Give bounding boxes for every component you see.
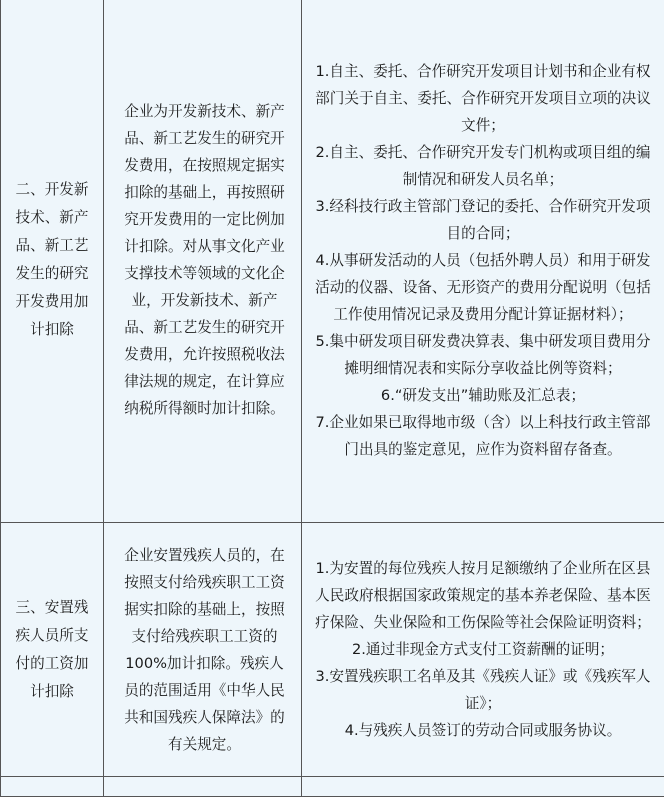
document-item: 2.通过非现金方式支付工资薪酬的证明；: [314, 636, 652, 663]
document-item: 3.安置残疾职工名单及其《残疾人证》或《残疾军人证》；: [314, 663, 652, 717]
table-row: [1, 0, 664, 523]
description-cell: [104, 523, 302, 777]
documents-cell: [302, 523, 664, 777]
description-text: 企业安置残疾人员的，在按照支付给残疾职工工资据实扣除的基础上，按照支付给残疾职工工资的100%加计扣除。残疾人员的范围适用《中华人民共和国残疾人保障法》的有关规定。: [122, 542, 287, 758]
empty-cell: [302, 777, 664, 797]
table-row-partial: [1, 777, 664, 797]
category-cell: [1, 0, 104, 523]
document-item: 3.经科技行政主管部门登记的委托、合作研究开发项目的合同；: [314, 193, 652, 247]
document-item: 1.自主、委托、合作研究开发项目计划书和企业有权部门关于自主、委托、合作研究开发项目立项的决议文件；: [314, 58, 652, 139]
documents-cell: [302, 0, 664, 523]
category-cell: [1, 523, 104, 777]
document-item: 1.为安置的每位残疾人按月足额缴纳了企业所在区县人民政府根据国家政策规定的基本养老保险、基本医疗保险、失业保险和工伤保险等社会保险证明资料；: [314, 555, 652, 636]
table-row: [1, 523, 664, 777]
description-cell: [104, 0, 302, 523]
category-text: 三、安置残疾人员所支付的工资加计扣除: [11, 594, 93, 706]
document-item: 4.从事研发活动的人员（包括外聘人员）和用于研发活动的仪器、设备、无形资产的费用分配说明（包括工作使用情况记录及费用分配计算证据材料）；: [314, 247, 652, 328]
category-text: 二、开发新技术、新产品、新工艺发生的研究开发费用加计扣除: [11, 176, 93, 344]
document-item: 5.集中研发项目研发费决算表、集中研发项目费用分摊明细情况表和实际分享收益比例等资料；: [314, 328, 652, 382]
empty-cell: [1, 777, 104, 797]
document-item: 4.与残疾人员签订的劳动合同或服务协议。: [314, 717, 652, 744]
document-item: 2.自主、委托、合作研究开发专门机构或项目组的编制情况和研发人员名单；: [314, 139, 652, 193]
empty-cell: [104, 777, 302, 797]
document-item: 6.“研发支出”辅助账及汇总表；: [314, 382, 652, 409]
description-text: 企业为开发新技术、新产品、新工艺发生的研究开发费用，在按照规定据实扣除的基础上，再按照研究开发费用的一定比例加计扣除。对从事文化产业支撑技术等领域的文化企业，开发新技术、新产品、新工艺发生的研究开发费用，允许按照税收法律法规的规定，在计算应纳税所得额时加计扣除。: [122, 98, 287, 422]
document-item: 7.企业如果已取得地市级（含）以上科技行政主管部门出具的鉴定意见，应作为资料留存备查。: [314, 409, 652, 463]
